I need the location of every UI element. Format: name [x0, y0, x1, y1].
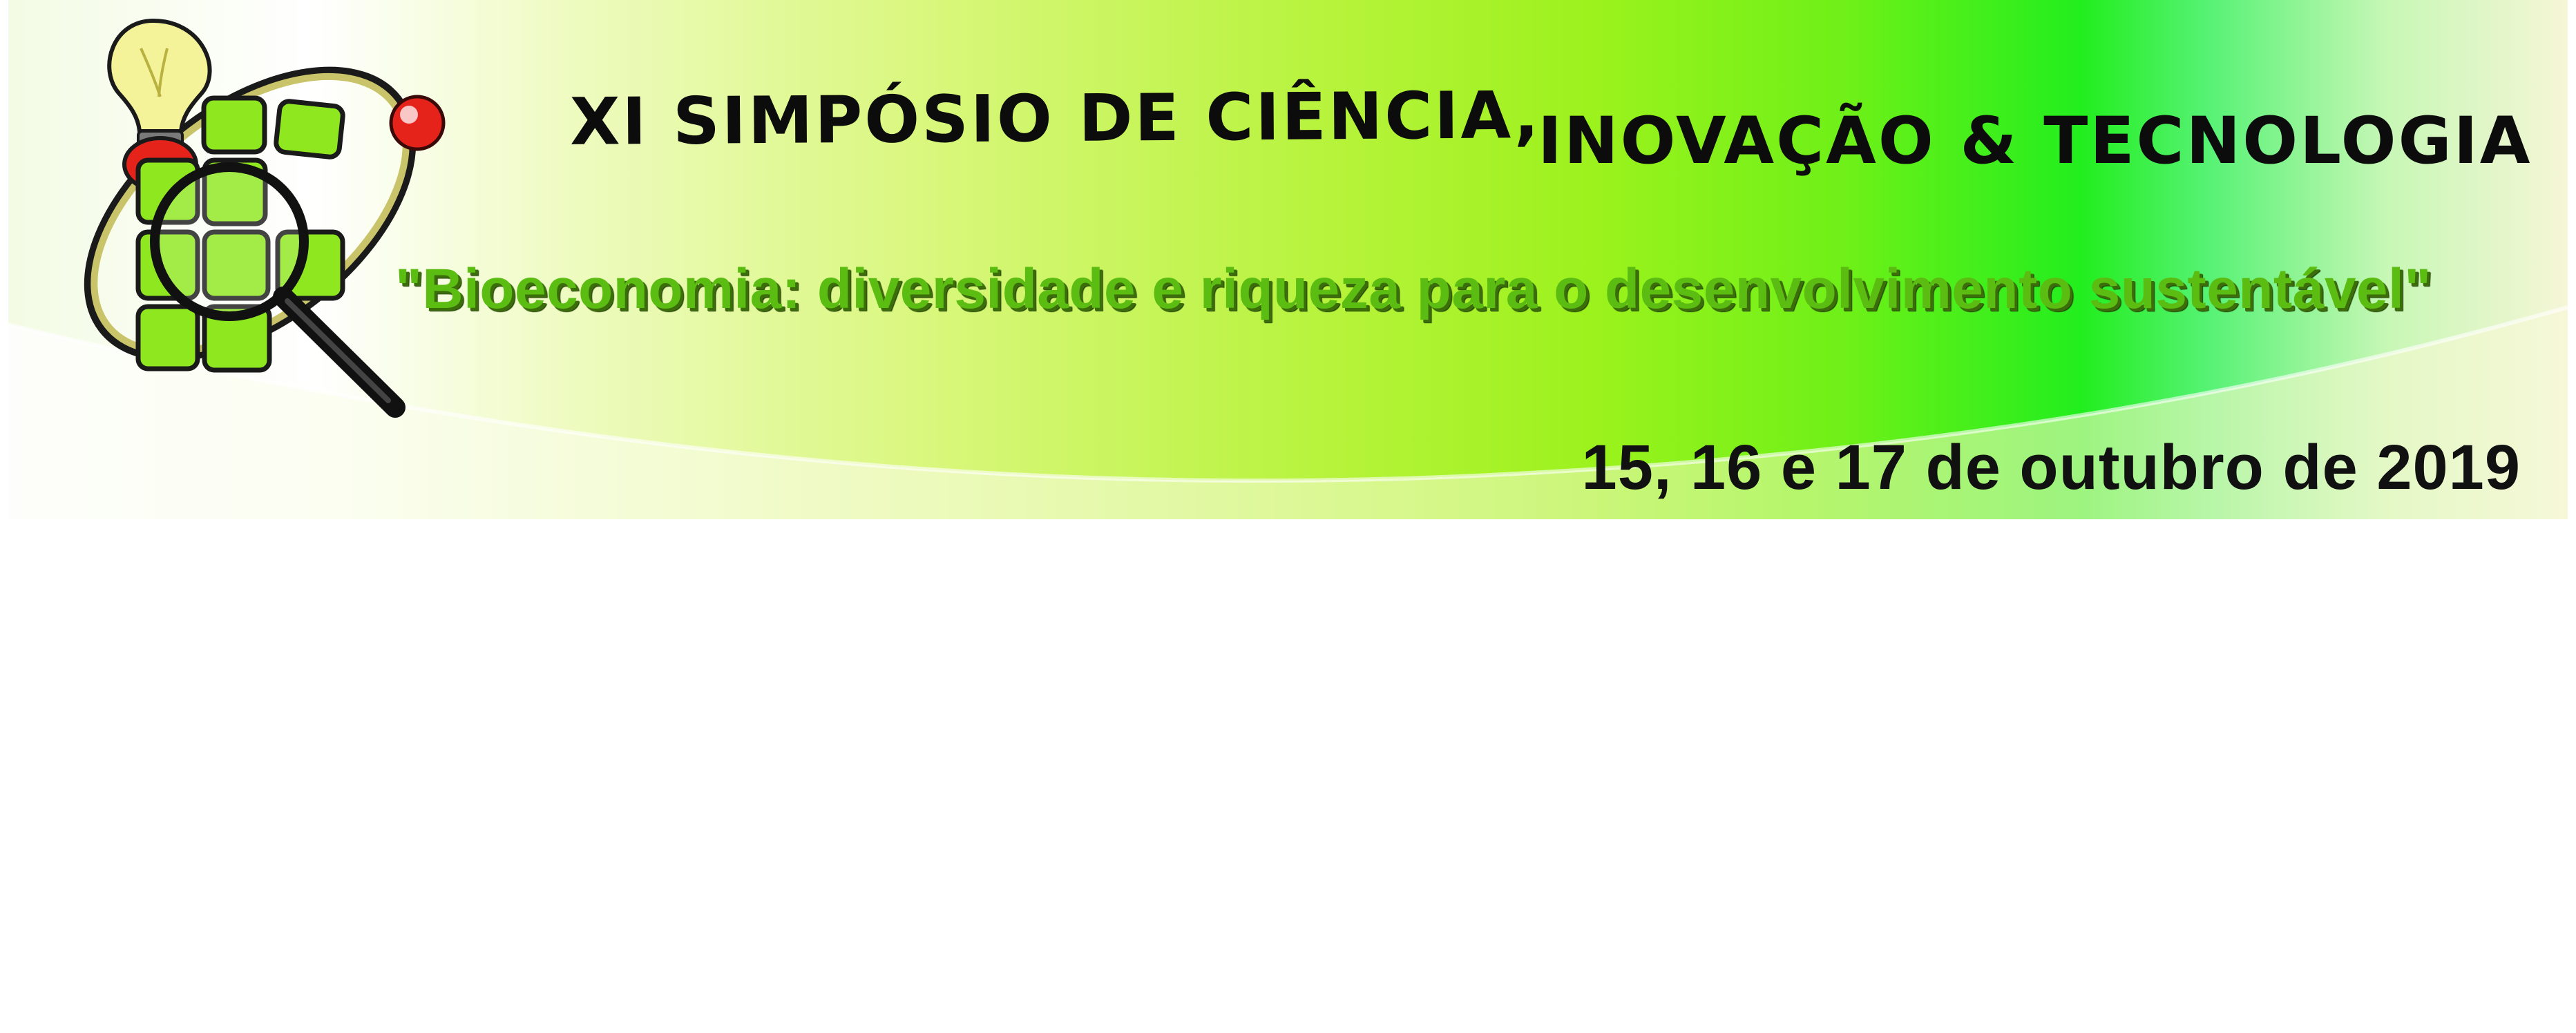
- event-title-part2: INOVAÇÃO & TECNOLOGIA: [1538, 104, 2532, 179]
- event-theme: "Bioeconomia: diversidade e riqueza para o desenvolvimento sustentável": [395, 258, 2432, 320]
- event-banner: [8, 0, 2568, 519]
- event-dates: 15, 16 e 17 de outubro de 2019: [1581, 432, 2521, 503]
- institute-logo-icon: [22, 7, 464, 421]
- event-title-part1: XI SIMPÓSIO DE CIÊNCIA,: [569, 78, 1541, 160]
